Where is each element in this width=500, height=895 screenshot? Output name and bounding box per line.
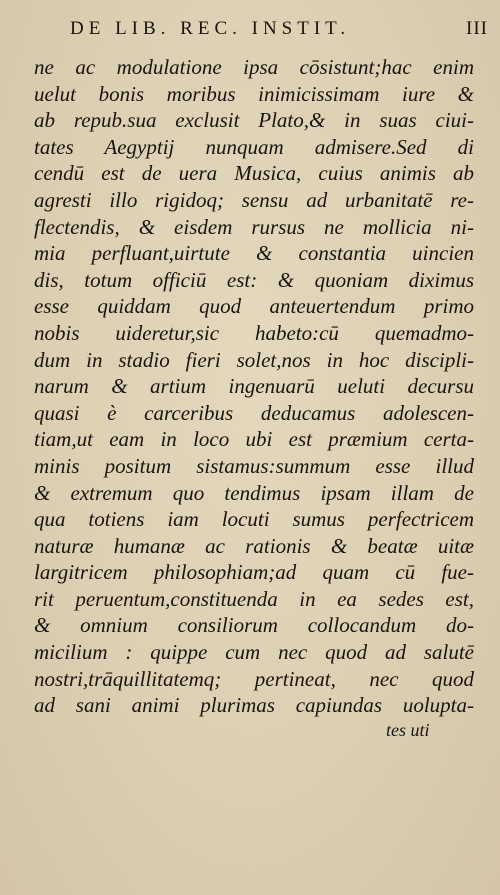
text-line: tates Aegyptij nunquam admisere.Sed di	[34, 134, 474, 159]
text-line: narum & artium ingenuarū ueluti decursu	[34, 374, 474, 399]
text-line: cendū est de uera Musica, cuius animis ab	[34, 161, 474, 186]
text-line: nostri,trāquillitatemq; pertineat, nec quod	[34, 666, 474, 691]
text-line: ad sani animi plurimas capiundas uolupta-	[34, 693, 474, 718]
text-line: quasi è carceribus deducamus adolescen-	[34, 400, 474, 425]
text-line: largitricem philosophiam;ad quam cū fue-	[34, 560, 474, 585]
text-line: tiam,ut eam in loco ubi est præmium certa-	[34, 427, 474, 452]
body-text	[34, 54, 474, 719]
text-line: mia perfluant,uirtute & constantia uincien	[34, 241, 474, 266]
text-line: dum in stadio fieri solet,nos in hoc discipli-	[34, 347, 474, 372]
running-head: DE LIB. REC. INSTIT.	[70, 18, 351, 39]
text-line: qua totiens iam locuti sumus perfectricem	[34, 507, 474, 532]
text-line: rit peruentum,constituenda in ea sedes est,	[34, 586, 474, 611]
folio-number: III	[466, 18, 488, 39]
catchword: tes uti	[386, 720, 430, 740]
text-line: nobis uideretur,sic habeto:cū quemadmo-	[34, 320, 474, 345]
text-line: ne ac modulatione ipsa cōsistunt;hac enim	[34, 55, 474, 79]
text-line: flectendis, & eisdem rursus ne mollicia ni-	[34, 214, 474, 239]
text-line: dis, totum officiū est: & quoniam diximus	[34, 267, 474, 292]
text-line: minis positum sistamus:summum esse illud	[34, 453, 474, 478]
text-line: & extremum quo tendimus ipsam illam de	[34, 480, 474, 505]
text-line: uelut bonis moribus inimicissimam iure &	[34, 81, 474, 106]
page-header	[70, 18, 488, 44]
text-line: agresti illo rigidoq; sensu ad urbanitatē re-	[34, 187, 474, 212]
text-line: micilium : quippe cum nec quod ad salutē	[34, 640, 474, 665]
text-line: ab repub.sua exclusit Plato,& in suas ciui-	[34, 108, 474, 133]
text-line: naturæ humanæ ac rationis & beatæ uitæ	[34, 533, 474, 558]
text-line: & omnium consiliorum collocandum do-	[34, 613, 474, 638]
text-line: esse quiddam quod anteuertendum primo	[34, 294, 474, 319]
